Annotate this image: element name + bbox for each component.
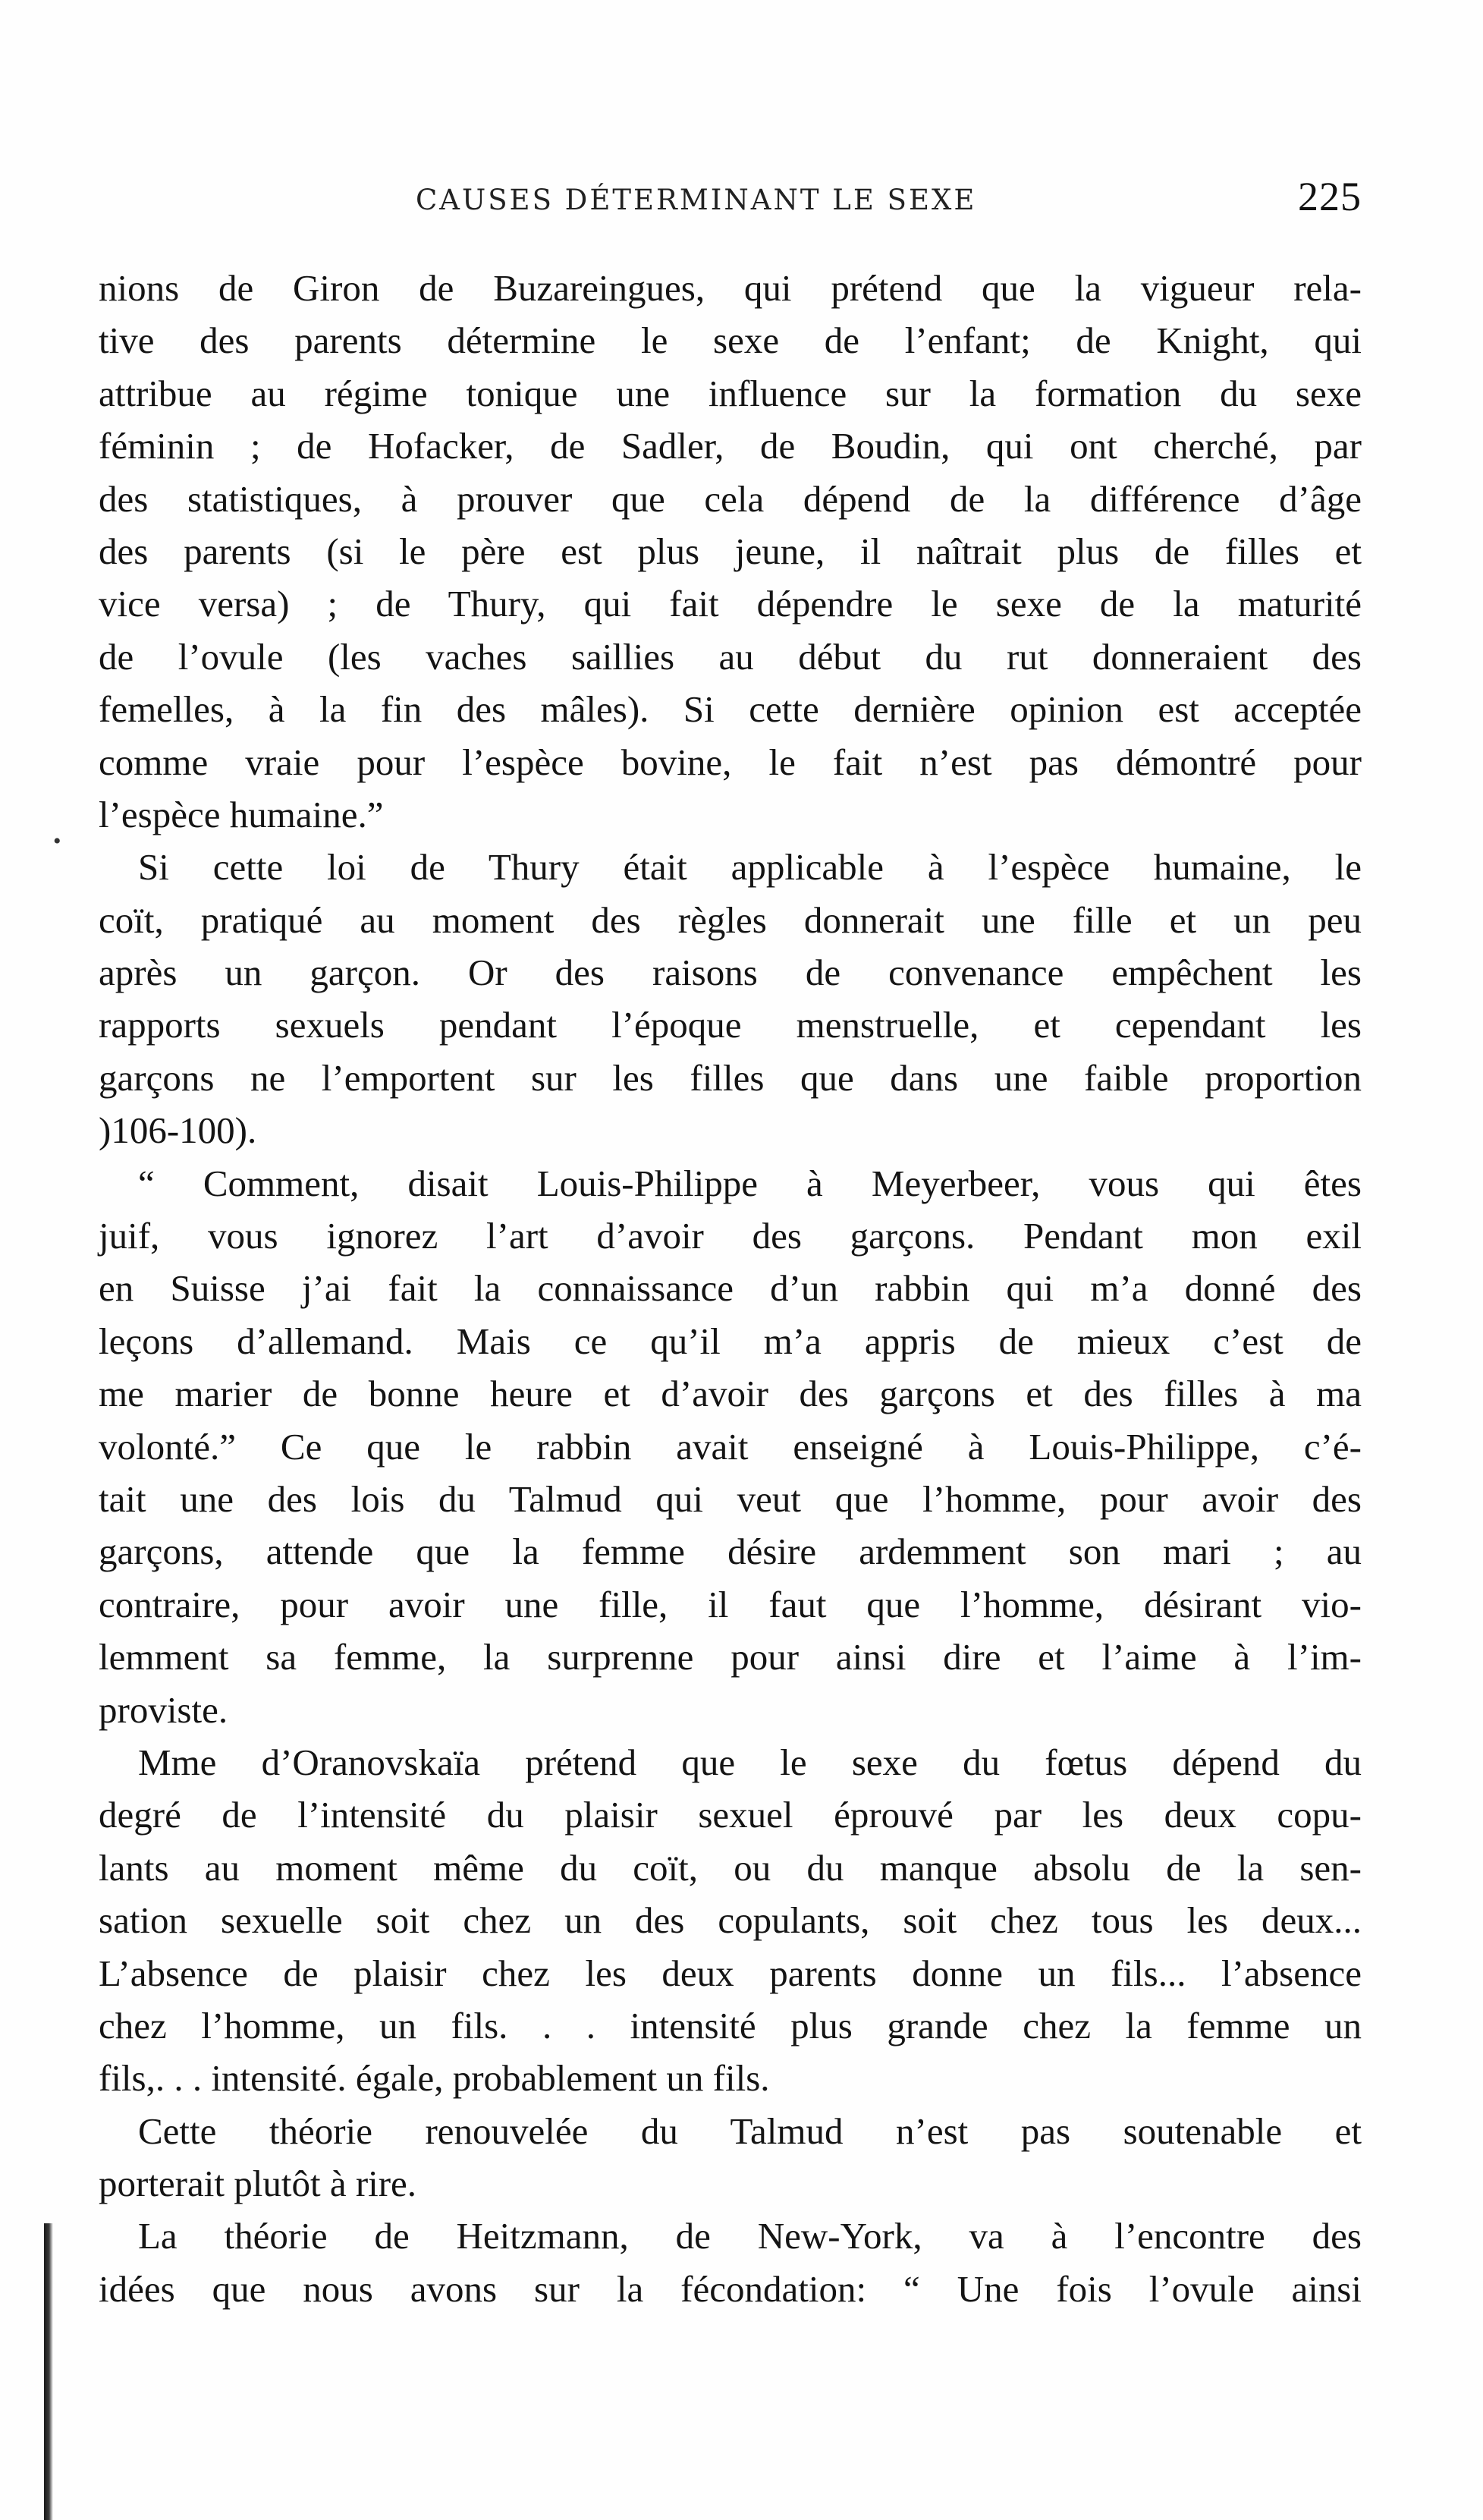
text-line: idées que nous avons sur la fécondation: “ Une fois l’ovule ainsi	[99, 2267, 1362, 2310]
text-line: après un garçon. Or des raisons de convenance empêchent les	[99, 952, 1362, 994]
text-line: en Suisse j’ai fait la connaissance d’un rabbin qui m’a donné des	[99, 1267, 1362, 1310]
text-line: tait une des lois du Talmud qui veut que l’homme, pour avoir des	[99, 1477, 1362, 1520]
text-line: Si cette loi de Thury était applicable à l’espèce humaine, le	[138, 846, 1362, 889]
text-line: garçons, attende que la femme désire ardemment son mari ; au	[99, 1531, 1362, 1573]
page-binding-shadow	[44, 2223, 53, 2520]
text-line: Mme d’Oranovskaïa prétend que le sexe du fœtus dépend du	[138, 1741, 1362, 1783]
text-line: Cette théorie renouvelée du Talmud n’est pas soutenable et	[138, 2109, 1362, 2152]
text-line: “ Comment, disait Louis-Philippe à Meyerbeer, vous qui êtes	[138, 1162, 1362, 1204]
text-line: coït, pratiqué au moment des règles donnerait une fille et un peu	[99, 898, 1362, 941]
text-line: L’absence de plaisir chez les deux parents donne un fils... l’absence	[99, 1952, 1362, 1994]
text-line: de l’ovule (les vaches saillies au début du rut donneraient des	[99, 635, 1362, 678]
text-line: contraire, pour avoir une fille, il faut que l’homme, désirant vio-	[99, 1583, 1362, 1625]
text-line: féminin ; de Hofacker, de Sadler, de Boudin, qui ont cherché, par	[99, 425, 1362, 467]
text-line: l’espèce humaine.”	[99, 793, 384, 835]
text-line: des parents (si le père est plus jeune, il naîtrait plus de filles et	[99, 530, 1362, 572]
text-line: sation sexuelle soit chez un des copulants, soit chez tous les deux...	[99, 1899, 1362, 1942]
text-line: degré de l’intensité du plaisir sexuel éprouvé par les deux copu-	[99, 1794, 1362, 1836]
text-line: )106-100).	[99, 1109, 257, 1152]
text-line: leçons d’allemand. Mais ce qu’il m’a appris de mieux c’est de	[99, 1320, 1362, 1362]
running-header	[99, 161, 1362, 219]
text-line: volonté.” Ce que le rabbin avait enseigné à Louis-Philippe, c’é-	[99, 1425, 1362, 1468]
text-line: des statistiques, à prouver que cela dépend de la différence d’âge	[99, 477, 1362, 520]
text-line: rapports sexuels pendant l’époque menstruelle, et cependant les	[99, 1004, 1362, 1046]
text-line: femelles, à la fin des mâles). Si cette dernière opinion est acceptée	[99, 688, 1362, 731]
text-line: La théorie de Heitzmann, de New-York, va à l’encontre des	[138, 2215, 1362, 2257]
text-line: proviste.	[99, 1688, 228, 1731]
text-line: chez l’homme, un fils. . . intensité plus grande chez la femme un	[99, 2004, 1362, 2047]
page-number: 225	[1298, 174, 1362, 219]
text-line: porterait plutôt à rire.	[99, 2163, 417, 2205]
text-line: lants au moment même du coït, ou du manque absolu de la sen-	[99, 1846, 1362, 1889]
text-line: me marier de bonne heure et d’avoir des garçons et des filles à ma	[99, 1373, 1362, 1415]
text-line: vice versa) ; de Thury, qui fait dépendre le sexe de la maturité	[99, 583, 1362, 625]
text-line: attribue au régime tonique une influence sur la formation du sexe	[99, 372, 1362, 414]
text-line: lemment sa femme, la surprenne pour ainsi dire et l’aime à l’im-	[99, 1636, 1362, 1678]
text-line: fils,. . . intensité. égale, probablement un fils.	[99, 2057, 770, 2100]
text-line: nions de Giron de Buzareingues, qui prétend que la vigueur rela-	[99, 267, 1362, 309]
text-line: comme vraie pour l’espèce bovine, le fait n’est pas démontré pour	[99, 741, 1362, 783]
text-line: tive des parents détermine le sexe de l’enfant; de Knight, qui	[99, 319, 1362, 362]
text-line: juif, vous ignorez l’art d’avoir des garçons. Pendant mon exil	[99, 1215, 1362, 1257]
text-line: garçons ne l’emportent sur les filles que dans une faible proportion	[99, 1056, 1362, 1099]
running-title: CAUSES DÉTERMINANT LE SEXE	[416, 184, 977, 216]
body-text	[99, 262, 1362, 2315]
stray-mark: •	[53, 829, 61, 854]
